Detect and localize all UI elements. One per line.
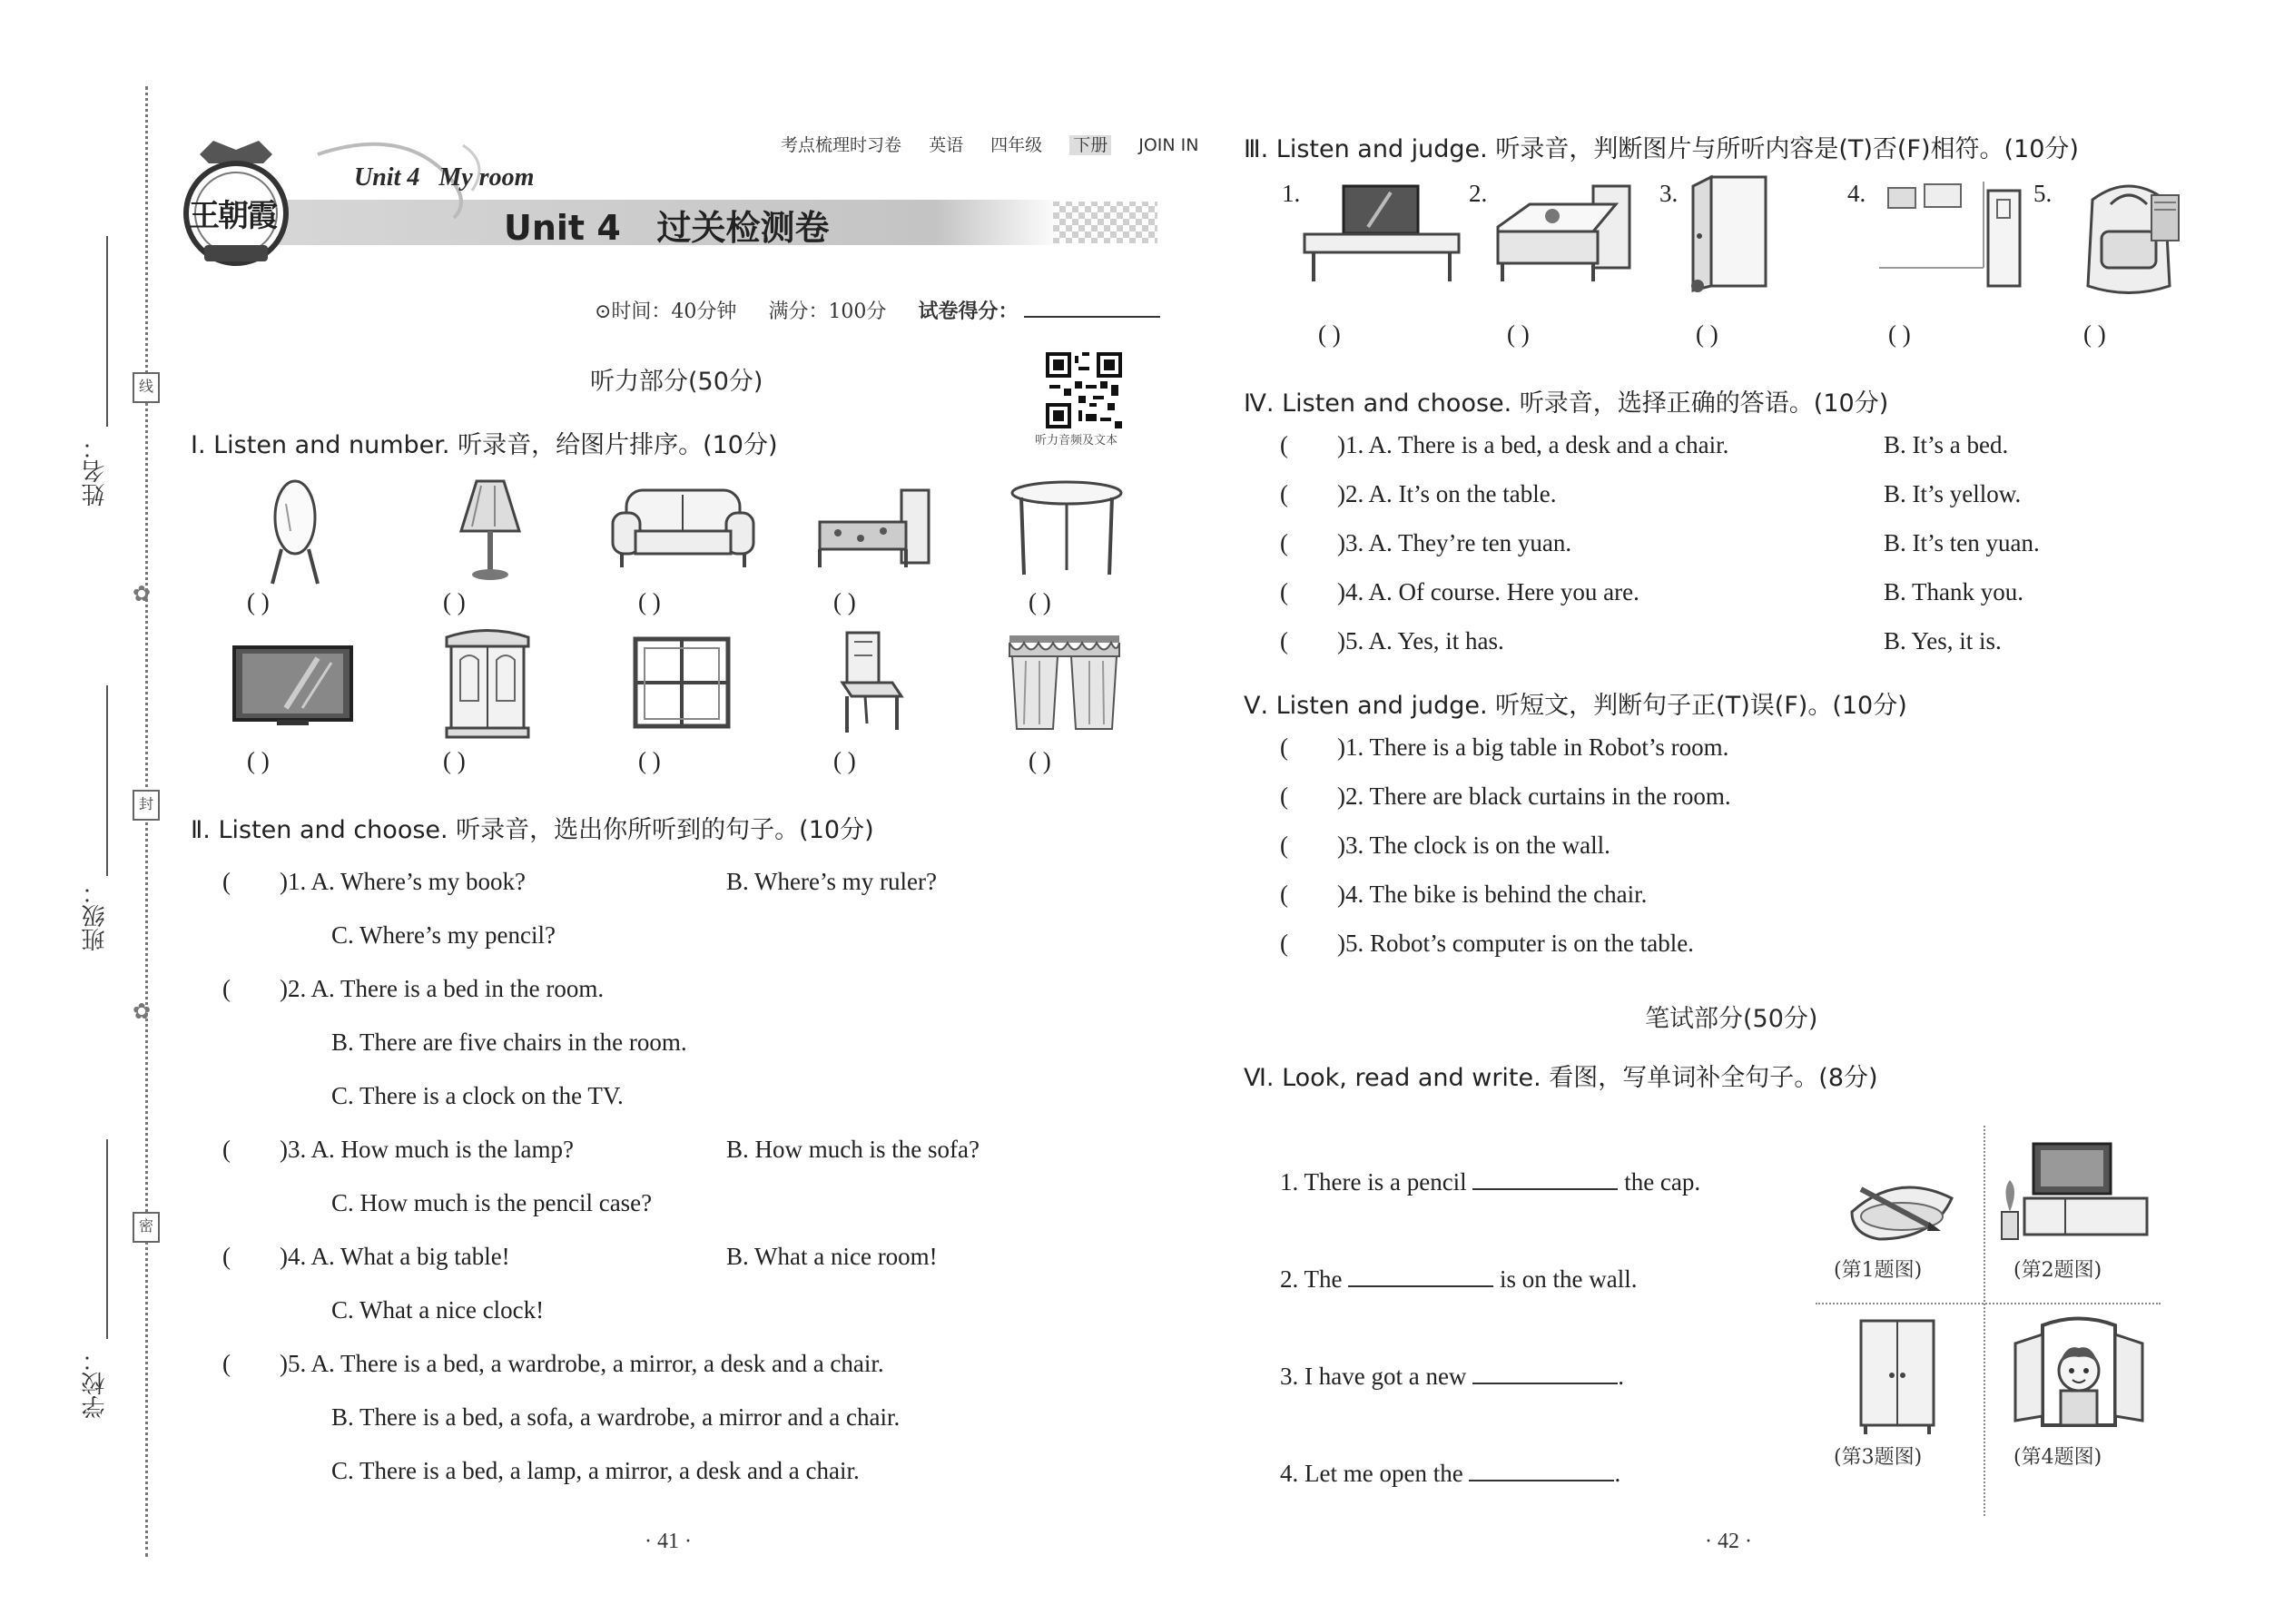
option-b: B. There is a bed, a sofa, a wardrobe, a mirror and a chair. xyxy=(331,1403,901,1431)
answer-paren[interactable]: ( ) xyxy=(2083,320,2106,348)
picture-number: 3. xyxy=(1659,180,1679,207)
chair-icon xyxy=(829,628,911,737)
sentence-end: . xyxy=(1618,1363,1624,1390)
picture-caption: (第4题图) xyxy=(2013,1446,2102,1469)
option-b: B. It’s ten yuan. xyxy=(1884,529,2040,556)
sentence-start: 2. The xyxy=(1280,1265,1343,1293)
question-item[interactable]: ( )2. There are black curtains in the room. xyxy=(1280,782,1731,810)
sentence-end: is on the wall. xyxy=(1500,1265,1638,1293)
option-b: B. Thank you. xyxy=(1884,578,2023,605)
question-item[interactable]: ( )1. A. There is a bed, a desk and a chair. xyxy=(1280,431,1729,458)
section-5-title: Ⅴ. Listen and judge. 听短文，判断句子正(T)误(F)。(10分) xyxy=(1244,692,1907,720)
question-item[interactable]: ( )1. A. Where’s my book? xyxy=(222,868,526,895)
question-item[interactable]: ( )5. Robot’s computer is on the table. xyxy=(1280,930,1694,957)
question-item[interactable]: ( )3. A. They’re ten yuan. xyxy=(1280,529,1572,556)
section-3-title: Ⅲ. Listen and judge. 听录音，判断图片与所听内容是(T)否(F)相符。(10分) xyxy=(1244,135,2079,163)
fill-sentence-3 xyxy=(1280,1361,1624,1391)
time-limit: ⊙时间：40分钟 xyxy=(595,300,737,323)
picture-number: 2. xyxy=(1469,180,1488,207)
picture-number: 4. xyxy=(1847,180,1866,207)
sentence-start: 3. I have got a new xyxy=(1280,1363,1467,1390)
mirror-icon xyxy=(263,477,327,586)
series-name: 考点梳理时习卷 xyxy=(781,135,902,155)
sentence-start: 1. There is a pencil xyxy=(1280,1168,1467,1196)
name-field[interactable] xyxy=(106,236,108,427)
answer-blank[interactable] xyxy=(1469,1458,1614,1481)
answer-paren[interactable]: ( ) xyxy=(1029,747,1051,774)
answer-paren[interactable]: ( ) xyxy=(443,747,466,774)
answer-paren[interactable]: ( ) xyxy=(638,747,661,774)
answer-paren[interactable]: ( ) xyxy=(1029,588,1051,615)
school-field[interactable] xyxy=(106,1139,108,1339)
door-icon xyxy=(1689,172,1779,295)
page-number-left: · 41 · xyxy=(645,1530,692,1553)
logo-text: 王朝霞 xyxy=(189,198,276,234)
score-field[interactable] xyxy=(1024,316,1160,318)
wardrobe-icon xyxy=(1852,1316,1943,1439)
window-icon xyxy=(632,635,732,731)
page-title: Unit 4 过关检测卷 xyxy=(504,208,830,248)
option-b: B. It’s a bed. xyxy=(1884,431,2009,458)
question-item[interactable]: ( )2. A. It’s on the table. xyxy=(1280,480,1557,507)
answer-paren[interactable]: ( ) xyxy=(638,588,661,615)
school-label: 学校： xyxy=(82,1348,109,1419)
sentence-end: . xyxy=(1614,1460,1621,1487)
lamp-icon xyxy=(454,477,527,586)
curtains-icon xyxy=(1008,634,1121,733)
exam-info xyxy=(595,296,1160,324)
class-field[interactable] xyxy=(106,685,108,876)
edition: JOIN IN xyxy=(1138,135,1199,155)
answer-blank[interactable] xyxy=(1472,1166,1618,1190)
fill-sentence-2 xyxy=(1280,1264,1637,1294)
round-table-icon xyxy=(1008,479,1126,579)
tv-stand-icon xyxy=(1997,1139,2151,1248)
answer-paren[interactable]: ( ) xyxy=(443,588,466,615)
sentence-end: the cap. xyxy=(1624,1168,1701,1196)
full-score: 满分：100分 xyxy=(768,300,887,323)
tv-on-table-icon xyxy=(1300,182,1463,286)
sofa-icon xyxy=(608,481,758,572)
question-item[interactable]: ( )1. There is a big table in Robot’s room. xyxy=(1280,733,1729,761)
answer-paren[interactable]: ( ) xyxy=(833,747,856,774)
grade: 四年级 xyxy=(990,135,1043,155)
bed-icon xyxy=(811,486,938,572)
class-label: 班级： xyxy=(82,881,109,951)
picture-number: 5. xyxy=(2033,180,2053,207)
answer-paren[interactable]: ( ) xyxy=(1507,320,1530,348)
cap-pencil-icon xyxy=(1843,1162,1961,1253)
section-2-title: Ⅱ. Listen and choose. 听录音，选出你所听到的句子。(10分) xyxy=(191,816,874,844)
question-item[interactable]: ( )2. A. There is a bed in the room. xyxy=(222,975,605,1002)
section-4-title: Ⅳ. Listen and choose. 听录音，选择正确的答语。(10分) xyxy=(1244,389,1889,418)
answer-blank[interactable] xyxy=(1348,1264,1493,1287)
section-1-title: Ⅰ. Listen and number. 听录音，给图片排序。(10分) xyxy=(191,431,778,459)
option-c: C. What a nice clock! xyxy=(331,1296,545,1324)
backpack-icon xyxy=(2065,177,2192,300)
tv-icon xyxy=(231,645,354,731)
option-b: B. What a nice room! xyxy=(726,1243,938,1270)
option-b: B. There are five chairs in the room. xyxy=(331,1029,687,1056)
grid-divider xyxy=(1816,1303,2161,1304)
swirl-icon: ✿ xyxy=(133,581,152,606)
subject: 英语 xyxy=(929,135,964,155)
name-label: 姓名： xyxy=(82,436,109,507)
seal-secret: 密 xyxy=(133,1212,160,1243)
answer-paren[interactable]: ( ) xyxy=(833,588,856,615)
binding-dotted-line xyxy=(145,86,148,1557)
question-item[interactable]: ( )3. A. How much is the lamp? xyxy=(222,1136,574,1163)
picture-number: 1. xyxy=(1282,180,1301,207)
qr-caption: 听力音频及文本 xyxy=(1035,434,1118,448)
answer-paren[interactable]: ( ) xyxy=(1318,320,1341,348)
question-item[interactable]: ( )4. A. What a big table! xyxy=(222,1243,510,1270)
option-b: B. Where’s my ruler? xyxy=(726,868,937,895)
page-number-right: · 42 · xyxy=(1705,1530,1752,1553)
room-corner-icon xyxy=(1875,177,2024,295)
option-b: B. How much is the sofa? xyxy=(726,1136,980,1163)
option-c: C. There is a bed, a lamp, a mirror, a desk and a chair. xyxy=(331,1457,860,1484)
open-window-boy-icon xyxy=(2011,1316,2147,1434)
listening-heading: 听力部分(50分) xyxy=(590,368,763,396)
question-item[interactable]: ( )3. The clock is on the wall. xyxy=(1280,832,1610,859)
question-item[interactable]: ( )5. A. There is a bed, a wardrobe, a mirror, a desk and a chair. xyxy=(222,1350,884,1377)
option-b: B. Yes, it is. xyxy=(1884,627,2002,655)
writing-heading: 笔试部分(50分) xyxy=(1645,1005,1818,1033)
option-c: C. Where’s my pencil? xyxy=(331,921,556,949)
sentence-start: 4. Let me open the xyxy=(1280,1460,1463,1487)
question-item[interactable]: ( )4. The bike is behind the chair. xyxy=(1280,881,1648,908)
question-item[interactable]: ( )5. A. Yes, it has. xyxy=(1280,627,1504,655)
qr-code-icon[interactable] xyxy=(1046,352,1122,428)
option-c: C. How much is the pencil case? xyxy=(331,1189,653,1216)
wardrobe-icon xyxy=(442,628,533,742)
answer-paren[interactable]: ( ) xyxy=(247,747,270,774)
grid-divider xyxy=(1984,1126,1985,1516)
answer-paren[interactable]: ( ) xyxy=(1696,320,1718,348)
fill-sentence-4 xyxy=(1280,1458,1620,1488)
answer-blank[interactable] xyxy=(1472,1361,1618,1384)
answer-paren[interactable]: ( ) xyxy=(247,588,270,615)
section-6-title: Ⅵ. Look, read and write. 看图，写单词补全句子。(8分) xyxy=(1244,1064,1878,1092)
seal-seal: 封 xyxy=(133,790,160,821)
swirl-icon: ✿ xyxy=(133,999,152,1024)
option-b: B. It’s yellow. xyxy=(1884,480,2022,507)
picture-caption: (第1题图) xyxy=(1834,1259,1923,1282)
fill-sentence-1 xyxy=(1280,1166,1700,1196)
question-item[interactable]: ( )4. A. Of course. Here you are. xyxy=(1280,578,1639,605)
unit-line: Unit 4 My room xyxy=(354,163,535,192)
term: 下册 xyxy=(1069,135,1111,155)
picture-caption: (第2题图) xyxy=(2013,1259,2102,1282)
seal-line: 线 xyxy=(133,372,160,403)
picture-caption: (第3题图) xyxy=(1834,1446,1923,1469)
answer-paren[interactable]: ( ) xyxy=(1888,320,1911,348)
score-label: 试卷得分： xyxy=(918,300,1019,323)
option-c: C. There is a clock on the TV. xyxy=(331,1082,624,1109)
bed-with-toy-icon xyxy=(1493,182,1639,286)
